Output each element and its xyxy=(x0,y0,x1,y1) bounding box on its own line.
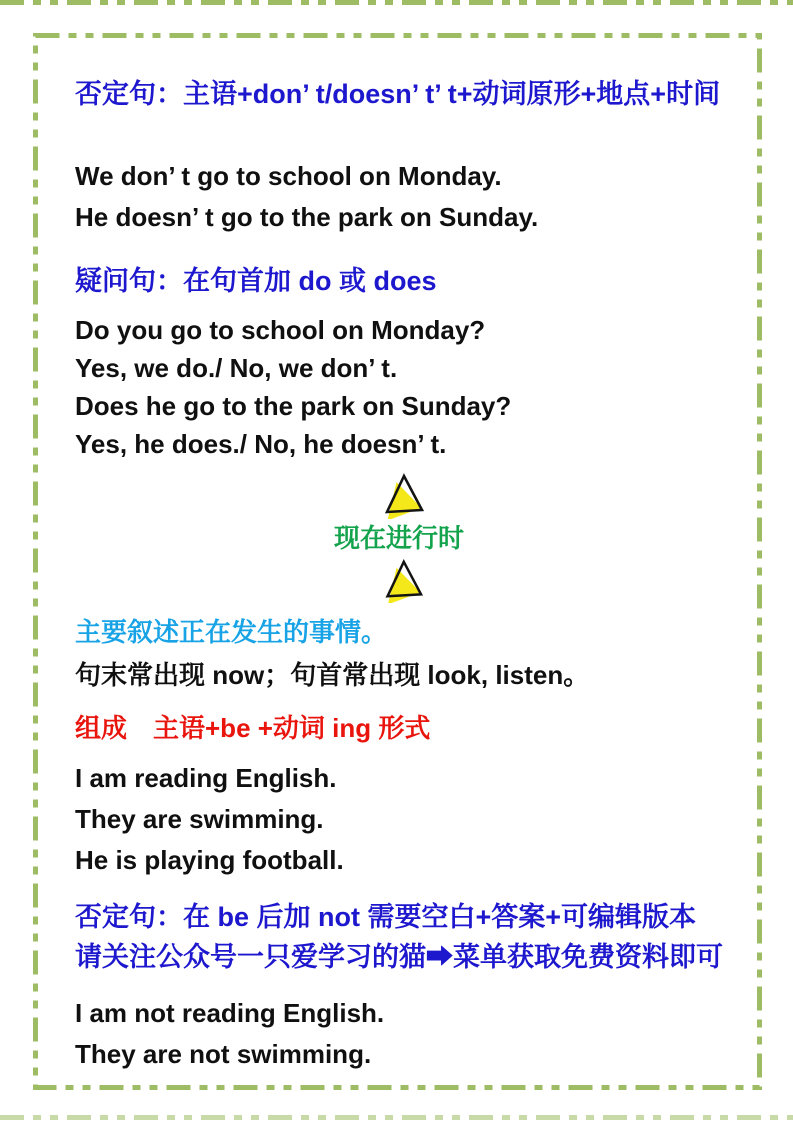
example-sentence: He is playing football. xyxy=(75,845,344,875)
example-sentence: Do you go to school on Monday? xyxy=(75,315,486,345)
negative-sentence-heading: 否定句：主语+don’ t/doesn’ t’ t+动词原形+地点+时间 xyxy=(75,79,721,109)
example-sentence: Does he go to the park on Sunday? xyxy=(75,391,512,421)
worksheet-content xyxy=(75,0,723,1075)
section-divider xyxy=(75,471,723,603)
example-sentence: I am not reading English. xyxy=(75,998,385,1028)
section-title: 现在进行时 xyxy=(333,523,464,553)
question-sentence-heading: 疑问句：在句首加 do 或 does xyxy=(75,266,437,296)
pc-negative-heading: 否定句：在 be 后加 not 需要空白+答案+可编辑版本请关注公众号一只爱学习的猫➡菜单获取免费资料即可 xyxy=(75,902,723,972)
example-sentence: He doesn’ t go to the park on Sunday. xyxy=(75,202,539,232)
question-example-list xyxy=(75,311,723,463)
triangle-icon xyxy=(367,557,431,603)
negative-example-list xyxy=(75,156,723,238)
example-sentence: I am reading English. xyxy=(75,763,337,793)
pc-negative-example-list xyxy=(75,993,723,1075)
triangle-icon xyxy=(367,471,431,519)
example-sentence: Yes, he does./ No, he doesn’ t. xyxy=(75,429,447,459)
example-sentence: Yes, we do./ No, we don’ t. xyxy=(75,353,398,383)
structure-example-list xyxy=(75,758,723,881)
structure-heading: 组成 主语+be +动词 ing 形式 xyxy=(75,713,431,743)
usage-heading: 主要叙述正在发生的事情。 xyxy=(75,617,388,647)
example-sentence: They are not swimming. xyxy=(75,1039,372,1069)
example-sentence: They are swimming. xyxy=(75,804,324,834)
example-sentence: We don’ t go to school on Monday. xyxy=(75,161,502,191)
usage-note: 句末常出现 now；句首常出现 look, listen。 xyxy=(75,660,590,690)
